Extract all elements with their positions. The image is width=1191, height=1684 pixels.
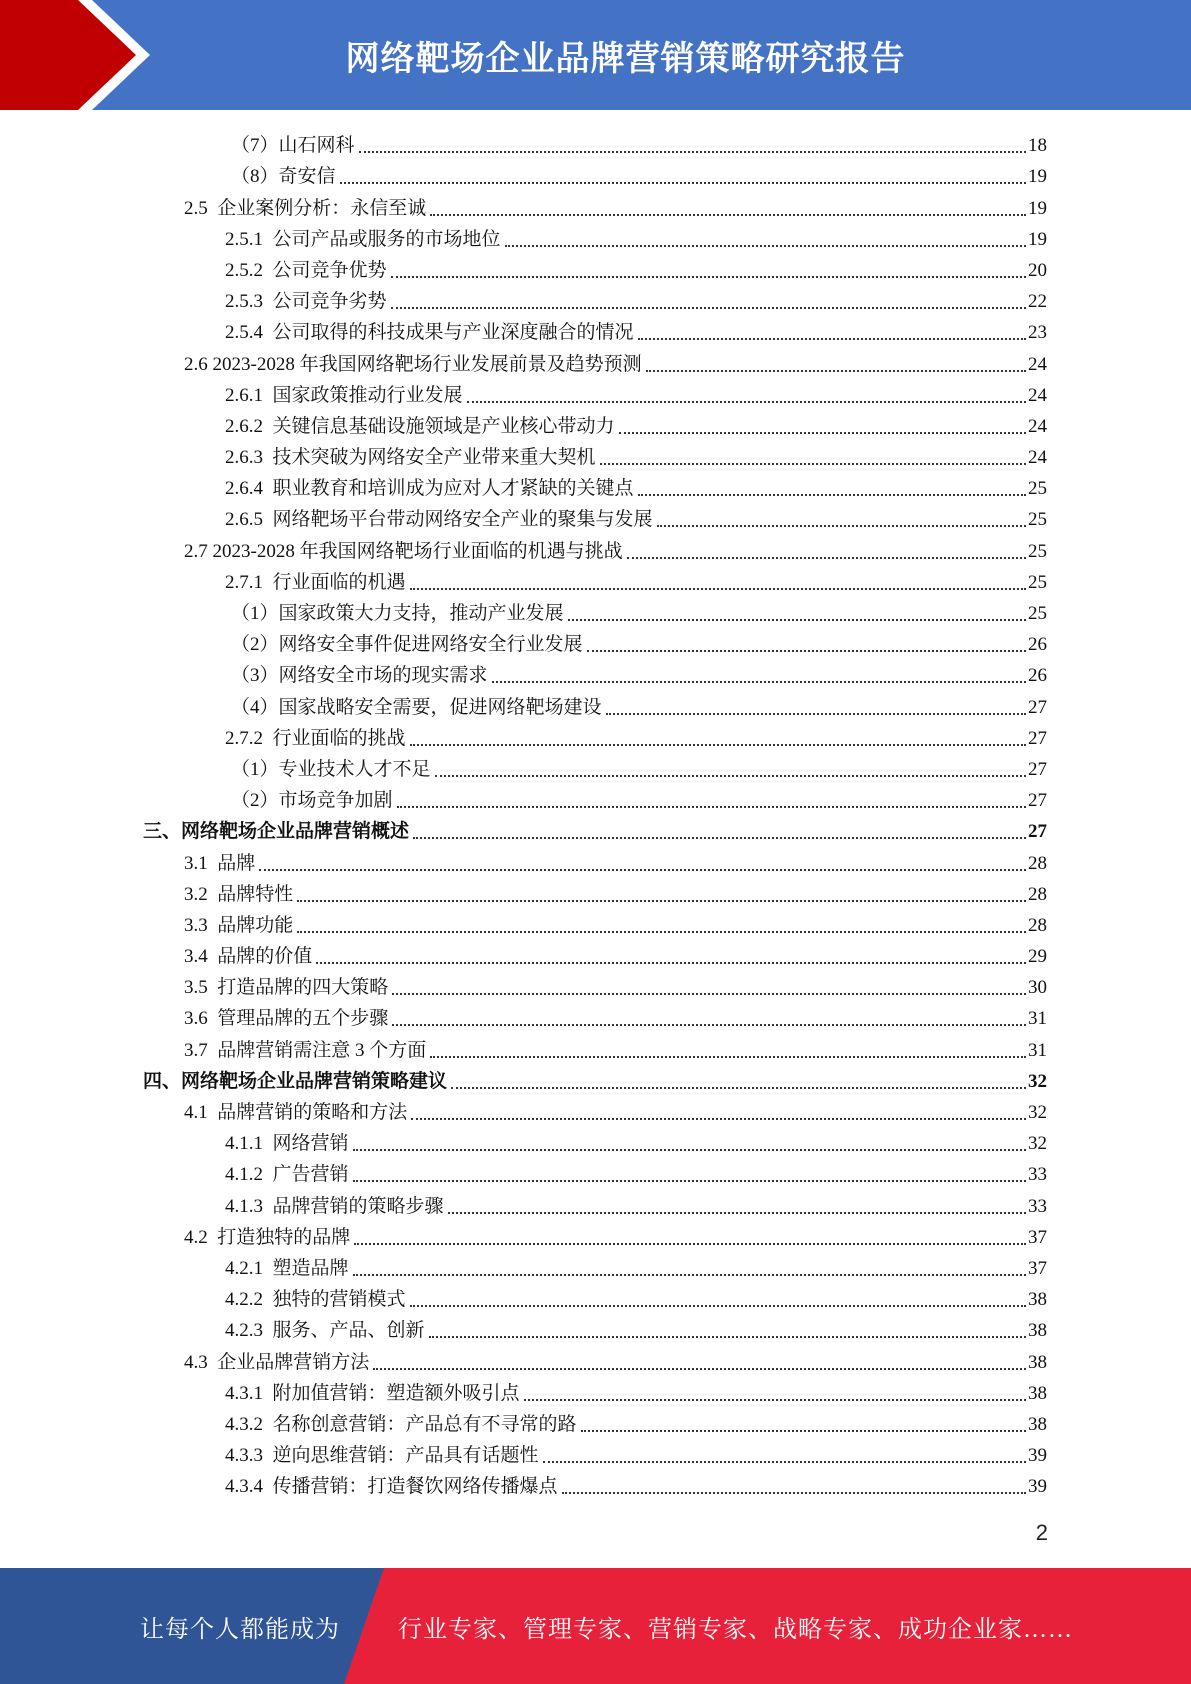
toc-entry-page: 38 xyxy=(1028,1382,1047,1404)
toc-entry-title: 4.1 品牌营销的策略和方法 xyxy=(184,1102,408,1123)
toc-entry-page: 25 xyxy=(1028,603,1047,624)
toc-entry-title: （1）专业技术人才不足 xyxy=(231,758,431,780)
toc-dot-leader xyxy=(568,609,1026,621)
toc-dot-leader xyxy=(606,703,1026,715)
toc-dot-leader xyxy=(354,1233,1026,1245)
toc-entry-title: 4.1.3 品牌营销的策略步骤 xyxy=(225,1195,444,1217)
toc-dot-leader xyxy=(430,1046,1026,1058)
toc-entry-title: 3.2 品牌特性 xyxy=(184,883,294,905)
toc-entry-title: 4.2.1 塑造品牌 xyxy=(225,1257,349,1279)
toc-entry-title: 2.7 2023-2028 年我国网络靶场行业面临的机遇与挑战 xyxy=(184,540,623,562)
toc-dot-leader xyxy=(430,204,1026,216)
toc-dot-leader xyxy=(411,1108,1026,1120)
toc-entry[interactable] xyxy=(0,283,1047,314)
toc-entry-page: 31 xyxy=(1028,1008,1047,1030)
toc-entry[interactable] xyxy=(0,1437,1047,1468)
toc-entry-page: 25 xyxy=(1028,509,1047,531)
toc-dot-leader xyxy=(492,671,1026,683)
toc-entry-title: 2.7.1 行业面临的机遇 xyxy=(225,571,406,593)
toc-entry-page: 19 xyxy=(1028,228,1047,250)
toc-entry-page: 26 xyxy=(1028,634,1047,656)
toc-entry[interactable] xyxy=(0,720,1047,751)
toc-dot-leader xyxy=(392,1014,1026,1026)
toc-dot-leader xyxy=(410,578,1026,590)
toc-entry[interactable] xyxy=(0,782,1047,813)
toc-entry-page: 38 xyxy=(1028,1320,1047,1342)
toc-entry-page: 26 xyxy=(1028,665,1047,687)
toc-dot-leader xyxy=(316,952,1026,964)
toc-dot-leader xyxy=(627,547,1026,559)
toc-dot-leader xyxy=(505,235,1026,247)
toc-entry-page: 39 xyxy=(1028,1445,1047,1467)
toc-dot-leader xyxy=(467,391,1026,403)
toc-entry[interactable] xyxy=(0,626,1047,657)
toc-dot-leader xyxy=(373,1358,1026,1370)
toc-dot-leader xyxy=(435,765,1026,777)
table-of-contents xyxy=(0,127,1191,1499)
toc-entry[interactable] xyxy=(0,470,1047,501)
toc-entry[interactable] xyxy=(0,938,1047,969)
toc-entry[interactable] xyxy=(0,1156,1047,1187)
toc-entry-page: 27 xyxy=(1028,758,1047,780)
toc-entry[interactable] xyxy=(0,127,1047,158)
toc-entry-title: 4.3.4 传播营销：打造餐饮网络传播爆点 xyxy=(225,1476,558,1498)
toc-entry-title: （1）国家政策大力支持，推动产业发展 xyxy=(231,603,564,624)
toc-entry-title: （8）奇安信 xyxy=(231,166,336,188)
toc-entry-page: 27 xyxy=(1028,790,1047,812)
toc-dot-leader xyxy=(413,827,1026,839)
toc-dot-leader xyxy=(543,1451,1026,1463)
toc-entry-page: 28 xyxy=(1028,852,1047,874)
toc-entry-page: 23 xyxy=(1028,322,1047,344)
toc-entry-title: 2.6 2023-2028 年我国网络靶场行业发展前景及趋势预测 xyxy=(184,353,642,375)
toc-entry-page: 24 xyxy=(1028,415,1047,437)
toc-entry[interactable] xyxy=(0,377,1047,408)
toc-entry-page: 38 xyxy=(1028,1289,1047,1311)
page-number: 2 xyxy=(1035,1520,1048,1545)
toc-entry-page: 19 xyxy=(1028,197,1047,219)
toc-chapter-entry[interactable] xyxy=(0,813,1047,844)
toc-dot-leader xyxy=(353,1264,1026,1276)
toc-dot-leader xyxy=(657,515,1026,527)
toc-dot-leader xyxy=(297,921,1026,933)
toc-entry[interactable] xyxy=(0,564,1047,595)
toc-dot-leader xyxy=(259,859,1026,871)
toc-entry-page: 25 xyxy=(1028,571,1047,593)
toc-dot-leader xyxy=(353,1170,1026,1182)
toc-entry-title: 4.3 企业品牌营销方法 xyxy=(184,1351,370,1373)
toc-entry-page: 33 xyxy=(1028,1164,1047,1186)
toc-dot-leader xyxy=(646,360,1026,372)
toc-entry-page: 37 xyxy=(1028,1257,1047,1279)
toc-dot-leader xyxy=(410,1295,1026,1307)
toc-entry-page: 31 xyxy=(1028,1039,1047,1061)
toc-entry-title: 4.3.3 逆向思维营销：产品具有话题性 xyxy=(225,1445,539,1467)
toc-entry[interactable] xyxy=(0,844,1047,875)
toc-dot-leader xyxy=(619,422,1026,434)
toc-entry[interactable] xyxy=(0,1250,1047,1281)
toc-entry[interactable] xyxy=(0,751,1047,782)
toc-dot-leader xyxy=(562,1482,1026,1494)
toc-entry-page: 20 xyxy=(1028,259,1047,281)
toc-entry-page: 24 xyxy=(1028,353,1047,375)
toc-dot-leader xyxy=(587,640,1026,652)
toc-entry-title: （4）国家战略安全需要，促进网络靶场建设 xyxy=(231,696,602,718)
toc-dot-leader xyxy=(448,1202,1026,1214)
toc-dot-leader xyxy=(429,1326,1026,1338)
toc-entry[interactable] xyxy=(0,1125,1047,1156)
toc-entry[interactable] xyxy=(0,314,1047,345)
toc-entry-title: 3.3 品牌功能 xyxy=(184,914,294,936)
toc-entry-title: 2.6.2 关键信息基础设施领域是产业核心带动力 xyxy=(225,415,615,437)
toc-entry-title: 3.7 品牌营销需注意 3 个方面 xyxy=(184,1039,427,1061)
toc-dot-leader xyxy=(451,1077,1026,1089)
toc-chapter-entry[interactable] xyxy=(0,1063,1047,1094)
toc-entry[interactable] xyxy=(0,1187,1047,1218)
toc-dot-leader xyxy=(638,328,1026,340)
toc-entry[interactable] xyxy=(0,969,1047,1000)
toc-entry[interactable] xyxy=(0,1094,1047,1125)
toc-entry-page: 32 xyxy=(1028,1133,1047,1155)
toc-entry[interactable] xyxy=(0,1000,1047,1031)
toc-entry-title: 4.2 打造独特的品牌 xyxy=(184,1226,351,1248)
toc-entry-page: 39 xyxy=(1028,1476,1047,1498)
toc-entry-title: 4.2.3 服务、产品、创新 xyxy=(225,1320,425,1342)
toc-entry-page: 29 xyxy=(1028,946,1047,968)
toc-dot-leader xyxy=(353,1139,1026,1151)
toc-entry-title: 2.5.2 公司竞争优势 xyxy=(225,259,387,281)
toc-entry-title: 4.1.1 网络营销 xyxy=(225,1133,349,1155)
toc-entry-page: 24 xyxy=(1028,384,1047,406)
toc-entry[interactable] xyxy=(0,907,1047,938)
toc-entry-title: 2.5 企业案例分析：永信至诚 xyxy=(184,197,427,219)
toc-entry-page: 19 xyxy=(1028,166,1047,188)
toc-dot-leader xyxy=(600,453,1026,465)
toc-entry[interactable] xyxy=(0,1219,1047,1250)
report-title: 网络靶场企业品牌营销策略研究报告 xyxy=(345,38,906,79)
toc-entry-page: 22 xyxy=(1028,291,1047,313)
toc-entry[interactable] xyxy=(0,252,1047,283)
toc-dot-leader xyxy=(340,172,1026,184)
toc-entry-page: 25 xyxy=(1028,478,1047,500)
toc-entry[interactable] xyxy=(0,876,1047,907)
footer-slogan-right: 行业专家、管理专家、营销专家、战略专家、成功企业家…… xyxy=(398,1616,1073,1643)
toc-entry[interactable] xyxy=(0,1406,1047,1437)
toc-entry-title: 2.6.5 网络靶场平台带动网络安全产业的聚集与发展 xyxy=(225,509,653,531)
toc-entry-page: 28 xyxy=(1028,883,1047,905)
toc-entry[interactable] xyxy=(0,221,1047,252)
toc-entry-page: 37 xyxy=(1028,1226,1047,1248)
toc-entry-title: 2.5.4 公司取得的科技成果与产业深度融合的情况 xyxy=(225,322,634,344)
toc-entry-page: 24 xyxy=(1028,447,1047,469)
toc-entry-title: 3.4 品牌的价值 xyxy=(184,946,313,968)
toc-entry-title: 3.1 品牌 xyxy=(184,852,256,874)
toc-entry-title: 2.5.1 公司产品或服务的市场地位 xyxy=(225,228,501,250)
toc-entry-title: 4.3.2 名称创意营销：产品总有不寻常的路 xyxy=(225,1413,577,1435)
toc-entry-title: （2）网络安全事件促进网络安全行业发展 xyxy=(231,634,583,656)
toc-entry-page: 18 xyxy=(1028,135,1047,157)
toc-dot-leader xyxy=(359,141,1026,153)
toc-entry[interactable] xyxy=(0,1375,1047,1406)
toc-entry[interactable] xyxy=(0,408,1047,439)
toc-entry-page: 33 xyxy=(1028,1195,1047,1217)
toc-entry-page: 38 xyxy=(1028,1413,1047,1435)
toc-entry-title: 3.6 管理品牌的五个步骤 xyxy=(184,1008,389,1030)
toc-entry[interactable] xyxy=(0,158,1047,189)
toc-dot-leader xyxy=(391,297,1026,309)
page-footer xyxy=(0,1568,1191,1684)
toc-entry-title: 2.5.3 公司竞争劣势 xyxy=(225,291,387,313)
header-arrow-decoration xyxy=(0,0,160,110)
toc-entry[interactable] xyxy=(0,1031,1047,1062)
toc-entry-title: 3.5 打造品牌的四大策略 xyxy=(184,977,389,999)
toc-entry[interactable] xyxy=(0,657,1047,688)
toc-dot-leader xyxy=(581,1420,1026,1432)
toc-entry[interactable] xyxy=(0,189,1047,220)
toc-entry-title: （2）市场竞争加剧 xyxy=(231,790,393,812)
toc-entry-page: 25 xyxy=(1028,540,1047,562)
toc-dot-leader xyxy=(410,734,1026,746)
page-header xyxy=(0,0,1191,110)
toc-entry-title: 2.7.2 行业面临的挑战 xyxy=(225,727,406,749)
toc-entry[interactable] xyxy=(0,345,1047,376)
toc-entry[interactable] xyxy=(0,439,1047,470)
toc-entry-title: 2.6.4 职业教育和培训成为应对人才紧缺的关键点 xyxy=(225,478,634,500)
toc-entry-title: 2.6.1 国家政策推动行业发展 xyxy=(225,384,463,406)
toc-entry-page: 27 xyxy=(1028,727,1047,749)
toc-entry-page: 32 xyxy=(1028,1102,1047,1123)
toc-entry-page: 27 xyxy=(1028,821,1047,843)
toc-entry-title: 4.2.2 独特的营销模式 xyxy=(225,1289,406,1311)
toc-entry[interactable] xyxy=(0,1343,1047,1374)
toc-entry-title: 4.3.1 附加值营销：塑造额外吸引点 xyxy=(225,1382,520,1404)
toc-entry[interactable] xyxy=(0,1468,1047,1499)
toc-entry-title: 三、网络靶场企业品牌营销概述 xyxy=(143,821,410,843)
toc-entry[interactable] xyxy=(0,595,1047,626)
toc-dot-leader xyxy=(638,484,1026,496)
toc-entry-page: 30 xyxy=(1028,977,1047,999)
toc-dot-leader xyxy=(391,266,1026,278)
footer-slogan-left: 让每个人都能成为 xyxy=(140,1616,340,1643)
toc-dot-leader xyxy=(397,796,1026,808)
toc-entry[interactable] xyxy=(0,501,1047,532)
toc-entry-title: 4.1.2 广告营销 xyxy=(225,1164,349,1186)
toc-entry-page: 28 xyxy=(1028,914,1047,936)
toc-entry[interactable] xyxy=(0,532,1047,563)
toc-entry-title: 四、网络靶场企业品牌营销策略建议 xyxy=(143,1070,448,1092)
toc-entry-page: 32 xyxy=(1028,1070,1047,1092)
toc-entry[interactable] xyxy=(0,1312,1047,1343)
toc-entry-page: 27 xyxy=(1028,696,1047,718)
toc-dot-leader xyxy=(297,890,1026,902)
toc-entry[interactable] xyxy=(0,1281,1047,1312)
toc-entry[interactable] xyxy=(0,688,1047,719)
toc-entry-page: 38 xyxy=(1028,1351,1047,1373)
toc-dot-leader xyxy=(392,983,1026,995)
toc-dot-leader xyxy=(524,1389,1026,1401)
toc-entry-title: （3）网络安全市场的现实需求 xyxy=(231,665,488,687)
toc-entry-title: 2.6.3 技术突破为网络安全产业带来重大契机 xyxy=(225,447,596,469)
toc-entry-title: （7）山石网科 xyxy=(231,135,355,157)
